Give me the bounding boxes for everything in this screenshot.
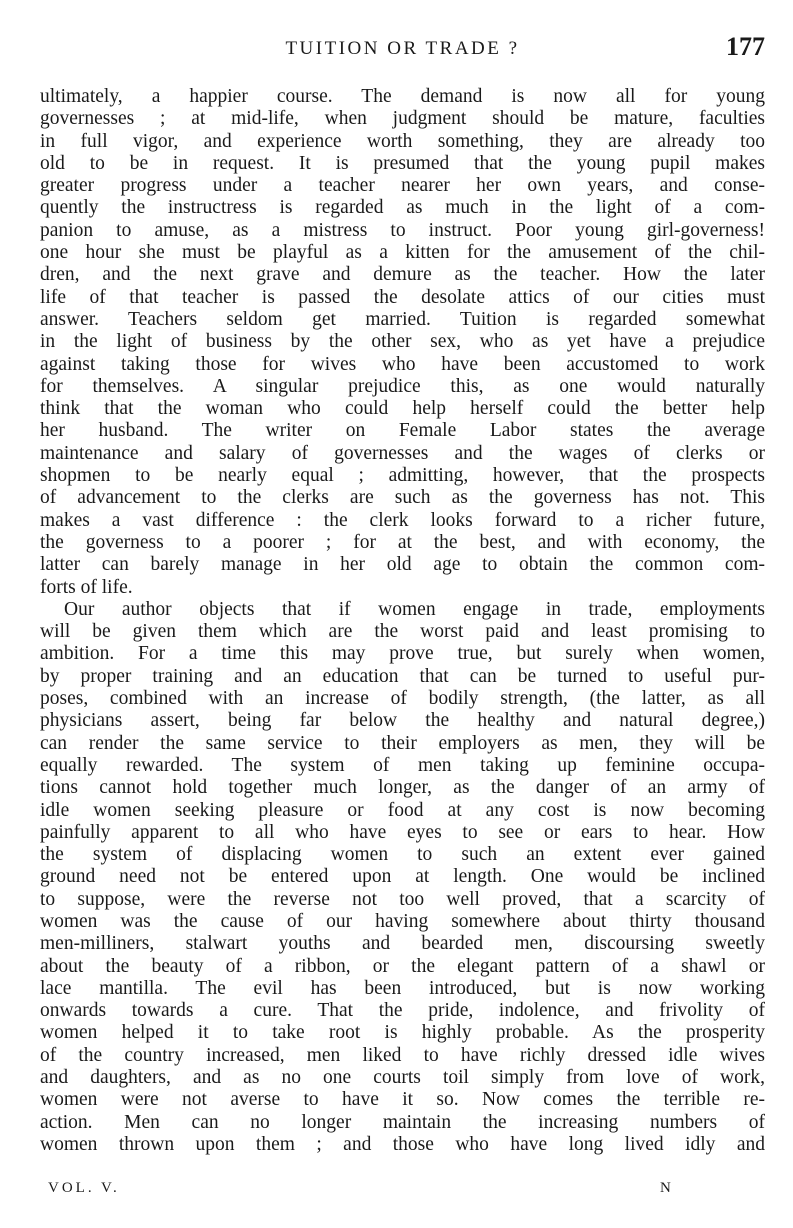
text-line: women were not averse to have it so. Now comes the terrible re- [40, 1089, 765, 1111]
text-line: lace mantilla. The evil has been introduced, but is now working [40, 977, 765, 999]
text-line: women thrown upon them ; and those who have long lived idly and [40, 1133, 765, 1155]
page-header [40, 30, 765, 70]
text-line: poses, combined with an increase of bodily strength, (the latter, as all [40, 688, 765, 710]
text-line: in the light of business by the other sex, who as yet have a prejudice [40, 331, 765, 353]
text-line: makes a vast difference : the clerk looks forward to a richer future, [40, 509, 765, 531]
body-text [40, 86, 765, 1156]
text-line: about the beauty of a ribbon, or the elegant pattern of a shawl or [40, 955, 765, 977]
text-line: action. Men can no longer maintain the increasing numbers of [40, 1111, 765, 1133]
text-line: the governess to a poorer ; for at the best, and with economy, the [40, 531, 765, 553]
text-line: one hour she must be playful as a kitten for the amusement of the chil- [40, 242, 765, 264]
paragraph-end-line: forts of life. [40, 576, 133, 598]
text-line: greater progress under a teacher nearer her own years, and conse- [40, 175, 765, 197]
text-line: the system of displacing women to such an extent ever gained [40, 844, 765, 866]
text-line: old to be in request. It is presumed that the young pupil makes [40, 152, 765, 174]
text-line: latter can barely manage in her old age to obtain the common com- [40, 554, 765, 576]
text-line: panion to amuse, as a mistress to instruct. Poor young girl-governess! [40, 219, 765, 241]
text-line: governesses ; at mid-life, when judgment should be mature, faculties [40, 108, 765, 130]
text-line: tions cannot hold together much longer, as the danger of an army of [40, 777, 765, 799]
text-line: will be given them which are the worst paid and least promising to [40, 621, 765, 643]
text-line: life of that teacher is passed the desolate attics of our cities must [40, 286, 765, 308]
text-line: equally rewarded. The system of men taking up feminine occupa- [40, 754, 765, 776]
signature-mark: N [660, 1180, 674, 1196]
text-line: shopmen to be nearly equal ; admitting, however, that the prospects [40, 465, 765, 487]
text-line: quently the instructress is regarded as much in the light of a com- [40, 197, 765, 219]
text-line: by proper training and an education that can be turned to useful pur- [40, 665, 765, 687]
text-line: idle women seeking pleasure or food at any cost is now becoming [40, 799, 765, 821]
text-line: physicians assert, being far below the healthy and natural degree,) [40, 710, 765, 732]
text-line: painfully apparent to all who have eyes to see or ears to hear. How [40, 821, 765, 843]
text-line: think that the woman who could help herself could the better help [40, 398, 765, 420]
text-line: answer. Teachers seldom get married. Tuition is regarded somewhat [40, 308, 765, 330]
paragraph-first-line: Our author objects that if women engage in trade, employments [64, 598, 765, 620]
text-line: dren, and the next grave and demure as the teacher. How the later [40, 264, 765, 286]
text-line: maintenance and salary of governesses and the wages of clerks or [40, 442, 765, 464]
text-line: of the country increased, men liked to have richly dressed idle wives [40, 1044, 765, 1066]
text-line: against taking those for wives who have been accustomed to work [40, 353, 765, 375]
text-line: can render the same service to their employers as men, they will be [40, 732, 765, 754]
text-line: ultimately, a happier course. The demand is now all for young [40, 86, 765, 107]
text-line: and daughters, and as no one courts toil simply from love of work, [40, 1067, 765, 1089]
text-line: women was the cause of our having somewhere about thirty thousand [40, 910, 765, 932]
text-line: her husband. The writer on Female Labor states the average [40, 420, 765, 442]
text-line: for themselves. A singular prejudice this, as one would naturally [40, 375, 765, 397]
page-number: 177 [726, 32, 765, 61]
page-footer [40, 1180, 765, 1204]
text-line: men-milliners, stalwart youths and bearded men, discoursing sweetly [40, 933, 765, 955]
text-line: of advancement to the clerks are such as the governess has not. This [40, 487, 765, 509]
volume-marker: VOL. V. [48, 1180, 120, 1196]
text-line: in full vigor, and experience worth something, they are already too [40, 130, 765, 152]
text-line: ambition. For a time this may prove true, but surely when women, [40, 643, 765, 665]
running-title: TUITION OR TRADE ? [285, 38, 520, 59]
text-line: onwards towards a cure. That the pride, indolence, and frivolity of [40, 1000, 765, 1022]
text-line: women helped it to take root is highly probable. As the prosperity [40, 1022, 765, 1044]
text-line: ground need not be entered upon at length. One would be inclined [40, 866, 765, 888]
text-line: to suppose, were the reverse not too well proved, that a scarcity of [40, 888, 765, 910]
